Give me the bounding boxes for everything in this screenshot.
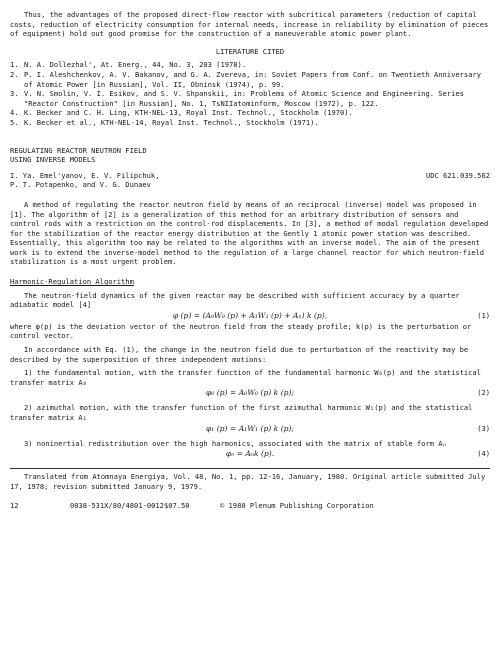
page-footer xyxy=(10,501,490,511)
intro-paragraph: Thus, the advantages of the proposed direct-flow reactor with subcritical parameters (reduction of capital costs, reduction of electricity consumption for internal needs, increase in reliability by elimination of pieces of equipment) hold out good promise for the construction of a maneuverable atomic power plant. xyxy=(10,10,489,39)
authors-line2: P. T. Potapenko, and V. G. Dunaev xyxy=(10,180,151,190)
equation-3-body: φ₁ (p) = A₁W₁ (p) k (p); xyxy=(205,423,295,433)
reference-item: 1. N. A. Dollezhal', At. Energ., 44, No. 3, 203 (1978). xyxy=(10,60,247,70)
dynamics-paragraph: The neutron-field dynamics of the given reactor may be described with sufficient accuracy by a quarter adiabatic model [4] xyxy=(10,290,460,310)
equation-3-number: (3) xyxy=(477,423,490,433)
accordance-paragraph: In accordance with Eq. (1), the change in the neutron field due to perturbation of the reactivity may be described by the superposition of three independent motions: xyxy=(10,345,469,364)
reference-item: 3. V. N. Smolin, V. I. Esikov, and S. V. Shpanskii, in: Problems of Atomic Science and Engineering. Series "Reactor Construction" [in Russian], No. 1, TsNIIatominform, Moscow (1972), p. 122. xyxy=(10,89,464,108)
document-page xyxy=(10,10,490,511)
journal-code: 0038-531X/80/4801-0012$07.50 xyxy=(70,501,190,511)
motion-1-paragraph: 1) the fundamental motion, with the transfer function of the fundamental harmonic W₀(p) and the statistical transfer matrix A₀ xyxy=(10,368,481,387)
authors-line1: I. Ya. Emel'yanov, E. V. Filipchuk, xyxy=(10,170,160,180)
motion-2-paragraph: 2) azimuthal motion, with the transfer function of the first azimuthal harmonic W₁(p) and the statistical transfer matrix A₁ xyxy=(10,403,473,422)
reference-item: 2. P. I. Aleshchenkov, A. V. Bakanov, and G. A. Zvereva, in: Soviet Papers from Conf. on Twentieth Anniversary of Atomic Power [in Russian], Vol. II, Obninsk (1974), p. 99. xyxy=(10,69,481,89)
author-block xyxy=(10,171,490,190)
literature-heading: LITERATURE CITED xyxy=(215,46,285,56)
article-title: REGULATING REACTOR NEUTRON FIELD xyxy=(10,145,147,155)
abstract-paragraph: A method of regulating the reactor neutron field by means of an reciprocal (inverse) model was proposed in [1]. The algorithm of [2] is a generalization of this method for an arbitrary distribution of sensors and control rods with a restriction on the control-rod displacements. In [3], a method of modal regulation developed for the stabilization of the reactor energy distribution at the Gently 1 atomic power station was described. Essentially, this algorithm too may be related to the algorithms with an inverse model. The aim of the present work is to extend the inverse-model method to the regulation of a large channel reactor for which neutron-field stabilization is a most urgent problem. xyxy=(10,199,489,267)
where-paragraph: where φ(p) is the deviation vector of the neutron field from the steady profile; k(p) is the perturbation or control vector. xyxy=(10,321,472,341)
udc-code: UDC 621.039.562 xyxy=(425,170,490,180)
page-number: 12 xyxy=(10,501,19,511)
equation-1 xyxy=(10,310,490,322)
reference-item: 5. K. Becker et al., KTH-NEL-14, Royal Inst. Technol., Stockholm (1971). xyxy=(10,117,319,127)
section-heading: Harmonic-Regulation Algorithm xyxy=(10,277,134,287)
equation-3 xyxy=(10,423,490,435)
translation-footnote: Translated from Atomnaya Energiya, Vol. 48, No. 1, pp. 12-16, January, 1980. Original article submitted July 17, 1978; revision submitted January 9, 1979. xyxy=(10,472,486,491)
reference-item: 4. K. Becker and C. H. Ling, KTH-NEL-13, Royal Inst. Technol., Stockholm (1970). xyxy=(10,108,353,118)
equation-4-number: (4) xyxy=(477,449,490,459)
motion-3-paragraph: 3) noninertial redistribution over the high harmonics, associated with the matrix of stable form Aₙ xyxy=(24,438,447,448)
copyright-notice: © 1980 Plenum Publishing Corporation xyxy=(220,501,374,511)
equation-1-number: (1) xyxy=(477,310,490,320)
reference-list xyxy=(10,60,490,127)
equation-2-number: (2) xyxy=(477,388,490,398)
equation-4-body: φₙ = Aₙk (p). xyxy=(225,449,275,459)
equation-4 xyxy=(10,448,490,460)
equation-2-body: φ₀ (p) = A₀W₀ (p) k (p); xyxy=(205,388,295,398)
footnote-divider xyxy=(10,468,490,469)
equation-1-body: φ (p) = (A₀W₀ (p) + A₁W₁ (p) + Aₙ) k (p), xyxy=(172,310,328,320)
equation-2 xyxy=(10,387,490,399)
authors xyxy=(10,171,159,190)
article-title-line2: USING INVERSE MODELS xyxy=(10,155,96,165)
